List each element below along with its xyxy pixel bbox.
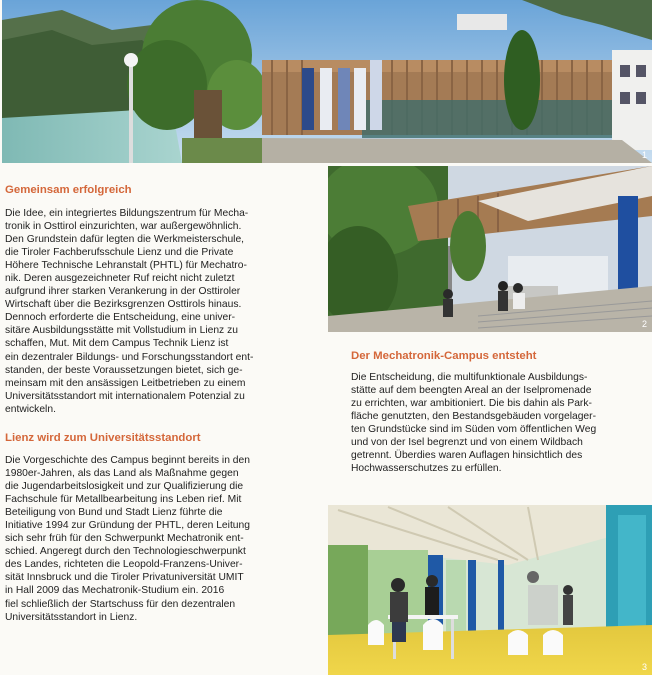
text-line: meinsam mit den ansässigen Leitbetrieben zu einem [5,377,246,389]
text-line: und von der Isel begrenzt und von einem Wildbach [351,437,583,449]
text-line: des Landes, richteten die Leopold-Franzens-Univer- [5,559,243,571]
text-line: Die Idee, ein integriertes Bildungszentrum für Mecha- [5,208,249,219]
text-line: in Hall 2009 das Mechatronik-Studium ein. 2016 [5,585,225,597]
text-line: Beteiligung von Bund und Stadt Lienz führte die [5,507,223,519]
text-line: fiel schließlich der Startschuss für den dezentralen [5,598,236,610]
text-line: Höhere Technische Lehranstalt (PHTL) für Mechatro- [5,260,247,272]
text-line: Universitätsstandort mit internationalem Potenzial zu [5,390,245,402]
text-line: ten Grundstücke sind im Süden vom öffentlichen Weg [351,424,597,436]
text-line: Die Entscheidung, die multifunktionale Ausbildungs- [351,372,588,383]
text-line: aufgrund ihrer starken Verankerung in der Osttiroler [5,286,241,298]
text-line: entwickeln. [5,403,56,415]
text-line: Hochwasserschutzes zu erfüllen. [351,463,502,475]
text-line: fläche genutzten, den Bestandsgebäuden vorgelager- [351,411,597,423]
photo-number: 3 [641,662,647,672]
section3-paragraph [351,371,596,475]
text-line: Den Grundstein dafür legten die Werkmeisterschule, [5,234,245,246]
text-line: Dennoch erforderte die Entscheidung, eine univer- [5,312,236,324]
text-line: Universitätsstandort in Lienz. [5,611,138,623]
text-line: Initiative 1994 zur Gründung der PHTL, deren Leitung [5,520,250,532]
text-line: standen, der beste Voraussetzungen bietet, sich ge- [5,364,243,376]
text-line: nik. Deren ausgezeichneter Ruf reicht nicht zuletzt [5,273,235,285]
photo-campus-exterior [2,0,652,163]
text-line: stätte auf dem beengten Areal an der Iselpromenade [351,385,592,397]
text-line: schied. Angeregt durch den Technologieschwerpunkt [5,546,246,558]
section1-paragraph [5,207,253,416]
campus-exterior-image [2,0,652,163]
text-line: sität Innsbruck und die Tiroler Privatuniversität UMIT [5,572,244,584]
text-line: die Tiroler Fachberufsschule Lienz und die Private [5,247,234,259]
text-line: die Jugendarbeitslosigkeit und zur Qualifizierung die [5,481,244,493]
text-line: sitäre Ausbildungsstätte mit Vollstudium in Lienz zu [5,325,238,337]
photo-campus-overhang [328,166,652,332]
text-line: Fachschule für Metallbearbeitung ins Leben rief. Mit [5,494,242,506]
campus-interior-image [328,505,652,675]
heading-mechatronik-campus: Der Mechatronik-Campus entsteht [351,350,537,362]
text-line: ein dezentraler Bildungs- und Forschungsstandort ent- [5,351,254,363]
text-line: getrennt. Überdies waren Auflagen hinsichtlich des [351,450,583,462]
text-line: tronik in Osttirol einzurichten, war außergewöhnlich. [5,221,242,233]
text-line: 1980er-Jahren, als das Land als Maßnahme gegen [5,468,239,480]
heading-gemeinsam-erfolgreich: Gemeinsam erfolgreich [5,184,132,196]
section2-paragraph [5,454,250,624]
text-line: Wirtschaft über die Bezirksgrenzen Osttirols hinaus. [5,299,242,311]
photo-number: 2 [641,319,647,329]
text-line: sich sehr früh für den Schwerpunkt Mechatronik ent- [5,533,244,545]
text-line: schaffen, Mut. Mit dem Campus Technik Lienz ist [5,338,229,350]
photo-number: 1 [641,150,647,160]
text-line: Die Vorgeschichte des Campus beginnt bereits in den [5,455,250,466]
photo-campus-interior [328,505,652,675]
heading-lienz-universitaetsstandort: Lienz wird zum Universitätsstandort [5,432,201,444]
text-line: zu errichten, war ambitioniert. Die bis dahin als Park- [351,398,592,410]
campus-overhang-image [328,166,652,332]
